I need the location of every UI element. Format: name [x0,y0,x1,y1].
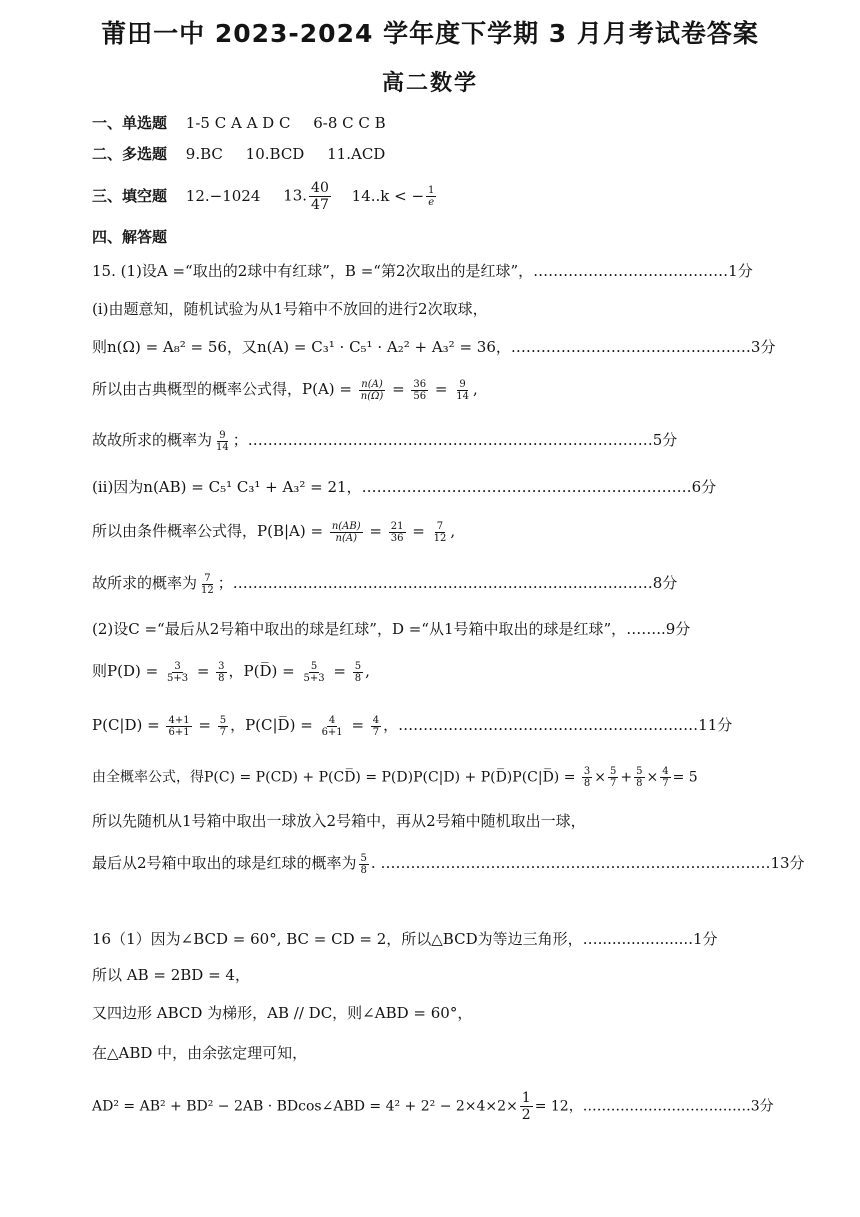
q15-line-12-fraction-3: $\frac{5}{8}$ [636,766,643,789]
q15-line-12-fraction-4: $\frac{4}{7}$ [662,766,669,789]
q15-line-10-text: 则P(D) = [92,662,159,680]
multi-choice-label: 二、多选题 [92,145,168,163]
q15-line-1 [92,260,753,282]
q15-line-8-score: 分 [662,574,678,592]
q15-line-4-text: 所以由古典概型的概率公式得，P(A) = [92,380,352,398]
q15-line-13: 所以先随机从1号箱中取出一球放入2号箱中，再从2号箱中随机取出一球， [92,812,586,830]
q16-line-4: 在△ABD 中，由余弦定理可知， [92,1044,308,1062]
q15-line-5-dots: ；………………………………………………………………………5 [232,431,663,449]
q15-line-7-fraction-2: $\frac{21}{36}$ [390,520,404,544]
solution-section-row [92,226,181,248]
q15-line-12: 由全概率公式，得P(C) = P(CD) + P(CD̅) = P(D)P(C|D) + P(D̅)P(C|D̅) = $\frac{3}{8}$ × $\frac{5}{7}$ + $\frac{5}{8}$ × $\frac{4}{7}$ = 5 [92,766,698,789]
q15-line-10-fraction-3: $\frac{5}{5+3}$ [303,660,325,684]
q15-line-11-dots: ……………………………………………………11 [398,716,718,734]
q15-line-9-score: 分 [675,620,691,638]
multi-choice-answer-11: 11.ACD [327,145,386,163]
q15-line-12-end: = 5 [672,769,698,786]
q15-line-12-fraction-1: $\frac{3}{8}$ [583,766,591,789]
q15-line-11-fraction-1: $\frac{4+1}{6+1}$ [168,714,190,738]
q15-line-14-dots: . ……………………………………………………………………13 [370,854,790,872]
q15-line-5 [92,429,677,453]
q16-line-3: 又四边形 ABCD 为梯形，AB // DC，则∠ABD = 60°， [92,1004,473,1022]
multi-choice-answer-10: 10.BCD [245,145,305,163]
fill-blank-answer-13-prefix: 13. [283,186,308,205]
fill-blank-label: 三、填空题 [92,186,168,205]
q15-line-6 [92,476,716,498]
page-subtitle: 高二数学 [381,71,478,96]
q15-line-6-score: 分 [701,478,717,496]
q16-line-2: 所以 AB = 2BD = 4， [92,966,250,984]
q15-line-6-dots: …………………………………………………………6 [361,478,702,496]
q15-line-7-fraction-3: $\frac{7}{12}$ [433,520,447,544]
q15-line-9-dots: ……..9 [626,620,676,638]
q16-line-5-end: = 12， [534,1098,583,1115]
q16-line-5-text: AD² = AB² + BD² − 2AB · BDcos∠ABD = 4² + 2² − 2×4×2× [92,1098,518,1115]
q15-line-8-fraction: $\frac{7}{12}$ [201,572,214,596]
single-choice-answers-1-5: 1-5 C A A D C [185,114,291,132]
q15-line-10-fraction-1: $\frac{3}{5+3}$ [166,660,189,684]
q15-line-7-fraction-1: $\frac{n(AB)}{n(A)}$ [331,520,361,544]
q16-line-5-dots: ………………………………3 [582,1098,760,1115]
q15-line-8-text: 故所求的概率为 [92,574,198,592]
q15-line-11-fraction-3: $\frac{4}{6+1}$ [321,714,343,738]
q15-line-12-text: 由全概率公式，得P(C) = P(CD) + P(CD̅) = P(D)P(C|D) + P(D̅)P(C|D̅) = [92,769,576,786]
q15-line-6-text: (ii)因为n(AB) = C₅¹ C₃¹ + A₃² = 21， [92,478,362,496]
q15-line-7: 所以由条件概率公式得，P(B|A) = $\frac{n(AB)}{n(A)}$ = $\frac{21}{36}$ = $\frac{7}{12}$ , [92,520,456,544]
page-title: 莆田一中 2023-2024 学年度下学期 3 月月考试卷答案 [101,19,759,48]
q16-line-1-dots: …....................1 [582,930,703,948]
multi-choice-row [92,143,385,165]
q16-line-5 [92,1090,774,1123]
q15-line-5-text: 故故所求的概率为 [92,431,213,449]
q15-line-4-fraction-3: $\frac{9}{14}$ [456,378,469,402]
single-choice-answers-6-8: 6-8 C C B [313,114,386,132]
q15-line-4: 所以由古典概型的概率公式得，P(A) = $\frac{n(A)}{n(\Omega)}$ = $\frac{36}{56}$ = $\frac{9}{14}$ , [92,378,478,402]
q15-line-3-text: 则n(Ω) = A₈² = 56，又n(A) = C₃¹ · C₅¹ · A₂² + A₃² = 36， [92,338,511,356]
q15-line-7-text: 所以由条件概率公式得，P(B|A) = [92,522,324,540]
q15-line-11-text: P(C|D) = [92,716,160,734]
q15-line-3-score: 分 [760,338,776,356]
q15-line-4-fraction-1: $\frac{n(A)}{n(\Omega)}$ [360,378,384,402]
q15-line-4-fraction-2: $\frac{36}{56}$ [413,378,427,402]
multi-choice-answer-9: 9.BC [185,145,223,163]
fill-blank-answer-13-fraction: $\frac{40}{47}$ [311,180,329,213]
q15-line-3-dots: …………………………………………3 [510,338,761,356]
q16-line-1-score: 分 [702,930,718,948]
q16-line-5-score: 分 [759,1098,774,1115]
q15-line-10-fraction-4: $\frac{5}{8}$ [354,660,362,684]
q15-line-14-text: 最后从2号箱中取出的球是红球的概率为 [92,854,357,872]
single-choice-row [92,112,386,134]
q15-line-14-fraction: $\frac{5}{8}$ [360,852,367,876]
fill-blank-answer-12: 12.−1024 [185,186,261,205]
q15-line-1-text: 15. (1)设A =“取出的2球中有红球”，B =“第2次取出的是红球”， [92,262,534,280]
q16-line-1-text: 16（1）因为∠BCD = 60°, BC = CD = 2，所以△BCD为等边三角形， [92,930,583,948]
q15-line-3 [92,336,775,358]
q15-line-10: 则P(D) = $\frac{3}{5+3}$ = $\frac{3}{8}$ ，P(D̅) = $\frac{5}{5+3}$ = $\frac{5}{8}$ , [92,660,370,684]
q15-line-8-dots: ；…………………………………………………………………………8 [217,574,663,592]
q15-line-1-dots: …………………………………1 [533,262,738,280]
q15-line-1-score: 分 [737,262,753,280]
q15-line-9-text: (2)设C =“最后从2号箱中取出的球是红球”，D =“从1号箱中取出的球是红球”， [92,620,627,638]
q15-line-12-fraction-2: $\frac{5}{7}$ [610,766,617,789]
q16-line-1 [92,928,718,950]
q15-line-10-fraction-2: $\frac{3}{8}$ [218,660,225,684]
single-choice-label: 一、单选题 [92,114,168,132]
q16-line-5-fraction: $\frac{1}{2}$ [521,1090,531,1123]
q15-line-10-mid: ，P(D̅) = [228,662,295,680]
fill-blank-answer-14-fraction: $\frac{1}{e}$ [428,185,435,208]
q15-line-11-mid: ，P(C|D̅) = [230,716,313,734]
q15-line-11-fraction-4: $\frac{4}{7}$ [372,714,380,738]
q15-line-11-score: 分 [717,716,733,734]
q15-line-8 [92,572,677,596]
solution-section-label: 四、解答题 [92,228,168,246]
q15-line-11: P(C|D) = $\frac{4+1}{6+1}$ = $\frac{5}{7}$ ，P(C|D̅) = $\frac{4}{6+1}$ = $\frac{4}{7}$ ，……………………………………………………11分 [92,714,733,738]
q15-line-14 [92,852,805,876]
fill-blank-row [92,180,438,213]
q15-line-9 [92,618,690,640]
q15-line-2: (i)由题意知，随机试验为从1号箱中不放回的进行2次取球， [92,300,488,318]
q15-line-11-fraction-2: $\frac{5}{7}$ [219,714,227,738]
q15-line-5-score: 分 [662,431,678,449]
fill-blank-answer-14: 14..k < − [351,186,425,205]
q15-line-14-score: 分 [789,854,805,872]
q15-line-5-fraction: $\frac{9}{14}$ [216,429,229,453]
